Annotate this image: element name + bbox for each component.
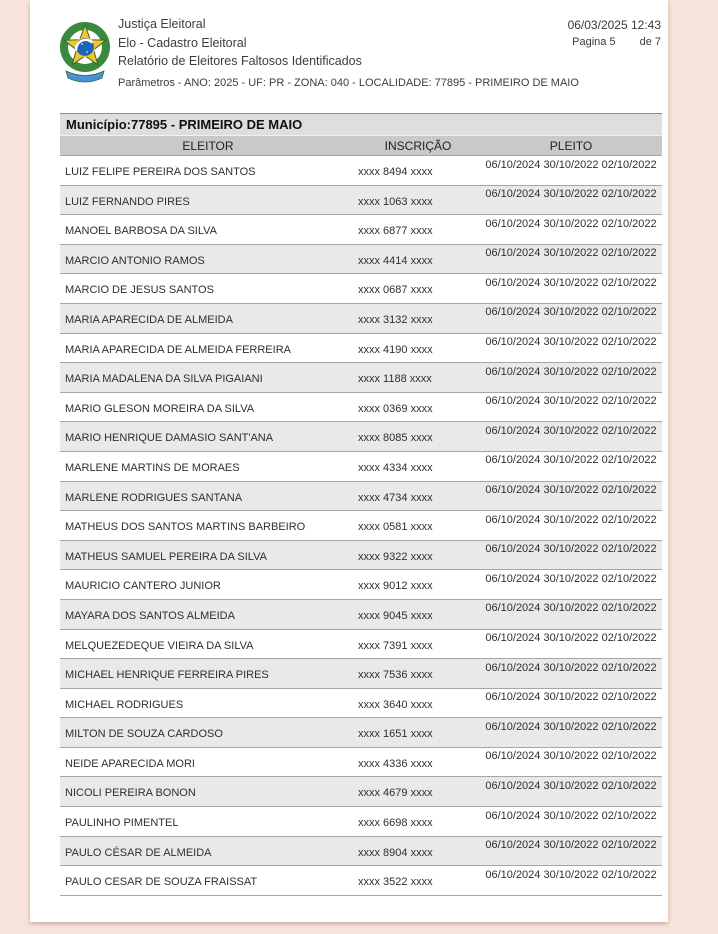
inscription-cell: xxxx 9012 xxxx [358,580,433,593]
table-row [60,777,662,807]
inscription-cell: xxxx 6698 xxxx [358,817,433,830]
table-row [60,570,662,600]
pleito-dates-cell: 06/10/2024 30/10/2022 02/10/2022 [485,543,657,556]
voter-name-cell: MATHEUS DOS SANTOS MARTINS BARBEIRO [65,521,306,534]
voter-name-cell: LUIZ FELIPE PEREIRA DOS SANTOS [65,166,256,178]
pleito-dates-cell: 06/10/2024 30/10/2022 02/10/2022 [485,513,657,526]
table-row [60,600,662,630]
table-row [60,393,662,423]
table-row [60,630,662,660]
table-row [60,334,662,364]
pleito-dates-cell: 06/10/2024 30/10/2022 02/10/2022 [485,336,657,349]
pleito-dates-cell: 06/10/2024 30/10/2022 02/10/2022 [485,868,657,881]
voter-name-cell: NEIDE APARECIDA MORI [65,757,195,770]
inscription-cell: xxxx 8494 xxxx [358,166,433,178]
pleito-dates-cell: 06/10/2024 30/10/2022 02/10/2022 [485,306,657,319]
report-header [118,15,362,71]
table-row [60,156,662,186]
table-row [60,304,662,334]
pleito-dates-cell: 06/10/2024 30/10/2022 02/10/2022 [485,572,657,585]
voter-name-cell: MARIA APARECIDA DE ALMEIDA [65,313,233,326]
table-row [60,452,662,482]
inscription-cell: xxxx 4414 xxxx [358,254,433,267]
pleito-dates-cell: 06/10/2024 30/10/2022 02/10/2022 [485,395,657,408]
inscription-cell: xxxx 1651 xxxx [358,728,433,741]
pleito-dates-cell: 06/10/2024 30/10/2022 02/10/2022 [485,809,657,822]
inscription-cell: xxxx 3522 xxxx [358,876,433,889]
voter-name-cell: MARIO GLESON MOREIRA DA SILVA [65,402,255,415]
report-title: Relatório de Eleitores Faltosos Identificados [118,54,362,68]
page-number: Pagina 5 [572,36,616,48]
table-row [60,689,662,719]
voter-name-cell: MAURICIO CANTERO JUNIOR [65,580,221,593]
column-header-pleito: PLEITO [549,138,593,153]
pleito-dates-cell: 06/10/2024 30/10/2022 02/10/2022 [485,602,657,615]
inscription-cell: xxxx 4336 xxxx [358,757,433,770]
system-name: Elo - Cadastro Eleitoral [118,35,247,50]
table-row [60,511,662,541]
voter-name-cell: MILTON DE SOUZA CARDOSO [65,728,223,741]
inscription-cell: xxxx 6877 xxxx [358,225,433,238]
voter-name-cell: MICHAEL RODRIGUES [65,698,184,711]
pleito-dates-cell: 06/10/2024 30/10/2022 02/10/2022 [485,454,657,467]
table-row [60,274,662,304]
voter-name-cell: MAYARA DOS SANTOS ALMEIDA [65,609,235,622]
inscription-cell: xxxx 1063 xxxx [358,195,433,208]
voter-name-cell: MARIA MADALENA DA SILVA PIGAIANI [65,373,263,386]
table-row [60,866,662,896]
print-datetime: 06/03/2025 12:43 [567,18,661,32]
org-name: Justiça Eleitoral [118,17,206,31]
pleito-dates-cell: 06/10/2024 30/10/2022 02/10/2022 [485,247,657,260]
voter-name-cell: MICHAEL HENRIQUE FERREIRA PIRES [65,669,269,682]
pleito-dates-cell: 06/10/2024 30/10/2022 02/10/2022 [485,217,657,230]
voter-name-cell: PAULINHO PIMENTEL [65,817,179,830]
page-indicator [568,36,661,48]
inscription-cell: xxxx 9322 xxxx [358,550,433,563]
pleito-dates-cell: 06/10/2024 30/10/2022 02/10/2022 [485,276,657,289]
table-header-row [60,135,662,156]
inscription-cell: xxxx 4734 xxxx [358,491,433,504]
report-parameters: Parâmetros - ANO: 2025 - UF: PR - ZONA: 040 - LOCALIDADE: 77895 - PRIMEIRO DE MAIO [118,77,579,89]
voter-name-cell: NICOLI PEREIRA BONON [65,787,196,800]
pleito-dates-cell: 06/10/2024 30/10/2022 02/10/2022 [485,424,657,437]
brazil-coat-of-arms-icon [55,13,115,95]
inscription-cell: xxxx 8904 xxxx [358,846,433,859]
voter-name-cell: MARLENE MARTINS DE MORAES [65,461,240,474]
table-row [60,807,662,837]
voter-name-cell: MELQUEZEDEQUE VIEIRA DA SILVA [65,639,254,652]
voter-name-cell: MARIO HENRIQUE DAMASIO SANT'ANA [65,432,274,445]
inscription-cell: xxxx 3640 xxxx [358,698,433,711]
pleito-dates-cell: 06/10/2024 30/10/2022 02/10/2022 [485,779,657,792]
pleito-dates-cell: 06/10/2024 30/10/2022 02/10/2022 [485,750,657,763]
table-row [60,245,662,275]
column-header-eleitor: ELEITOR [182,138,234,153]
pleito-dates-cell: 06/10/2024 30/10/2022 02/10/2022 [485,839,657,852]
voter-name-cell: MARLENE RODRIGUES SANTANA [65,491,243,504]
inscription-cell: xxxx 4679 xxxx [358,787,433,800]
inscription-cell: xxxx 4334 xxxx [358,461,433,474]
table-row [60,541,662,571]
pleito-dates-cell: 06/10/2024 30/10/2022 02/10/2022 [485,720,657,733]
pleito-dates-cell: 06/10/2024 30/10/2022 02/10/2022 [485,691,657,704]
column-header-inscricao: INSCRIÇÃO [384,138,452,153]
print-stamp [568,18,661,48]
voter-name-cell: PAULO CÉSAR DE ALMEIDA [65,846,212,859]
table-row [60,363,662,393]
pleito-dates-cell: 06/10/2024 30/10/2022 02/10/2022 [485,661,657,674]
table-row [60,215,662,245]
pleito-dates-cell: 06/10/2024 30/10/2022 02/10/2022 [485,632,657,644]
inscription-cell: xxxx 9045 xxxx [358,609,433,622]
inscription-cell: xxxx 7536 xxxx [358,669,433,682]
voter-name-cell: PAULO CESAR DE SOUZA FRAISSAT [65,876,258,889]
voters-table [60,113,662,896]
table-row [60,837,662,867]
inscription-cell: xxxx 4190 xxxx [358,343,433,356]
table-body [60,156,662,896]
page-total: de 7 [639,36,661,48]
table-row [60,482,662,512]
report-paper [30,0,668,922]
inscription-cell: xxxx 3132 xxxx [358,313,433,326]
table-row [60,422,662,452]
voter-name-cell: MATHEUS SAMUEL PEREIRA DA SILVA [65,550,267,563]
inscription-cell: xxxx 0581 xxxx [358,521,433,534]
inscription-cell: xxxx 8085 xxxx [358,432,433,445]
pleito-dates-cell: 06/10/2024 30/10/2022 02/10/2022 [485,188,657,201]
pleito-dates-cell: 06/10/2024 30/10/2022 02/10/2022 [485,158,657,171]
voter-name-cell: MARCIO DE JESUS SANTOS [65,284,214,297]
voter-name-cell: MARIA APARECIDA DE ALMEIDA FERREIRA [65,343,291,356]
table-row [60,748,662,778]
voter-name-cell: MANOEL BARBOSA DA SILVA [65,225,218,238]
table-row [60,186,662,216]
pleito-dates-cell: 06/10/2024 30/10/2022 02/10/2022 [485,484,657,497]
table-row [60,659,662,689]
voter-name-cell: MARCIO ANTONIO RAMOS [65,254,205,267]
inscription-cell: xxxx 0369 xxxx [358,402,433,415]
pleito-dates-cell: 06/10/2024 30/10/2022 02/10/2022 [485,365,657,378]
inscription-cell: xxxx 0687 xxxx [358,284,433,297]
inscription-cell: xxxx 7391 xxxx [358,639,433,652]
inscription-cell: xxxx 1188 xxxx [358,373,432,386]
table-row [60,718,662,748]
municipality-title: Município:77895 - PRIMEIRO DE MAIO [60,113,662,135]
voter-name-cell: LUIZ FERNANDO PIRES [65,195,190,208]
